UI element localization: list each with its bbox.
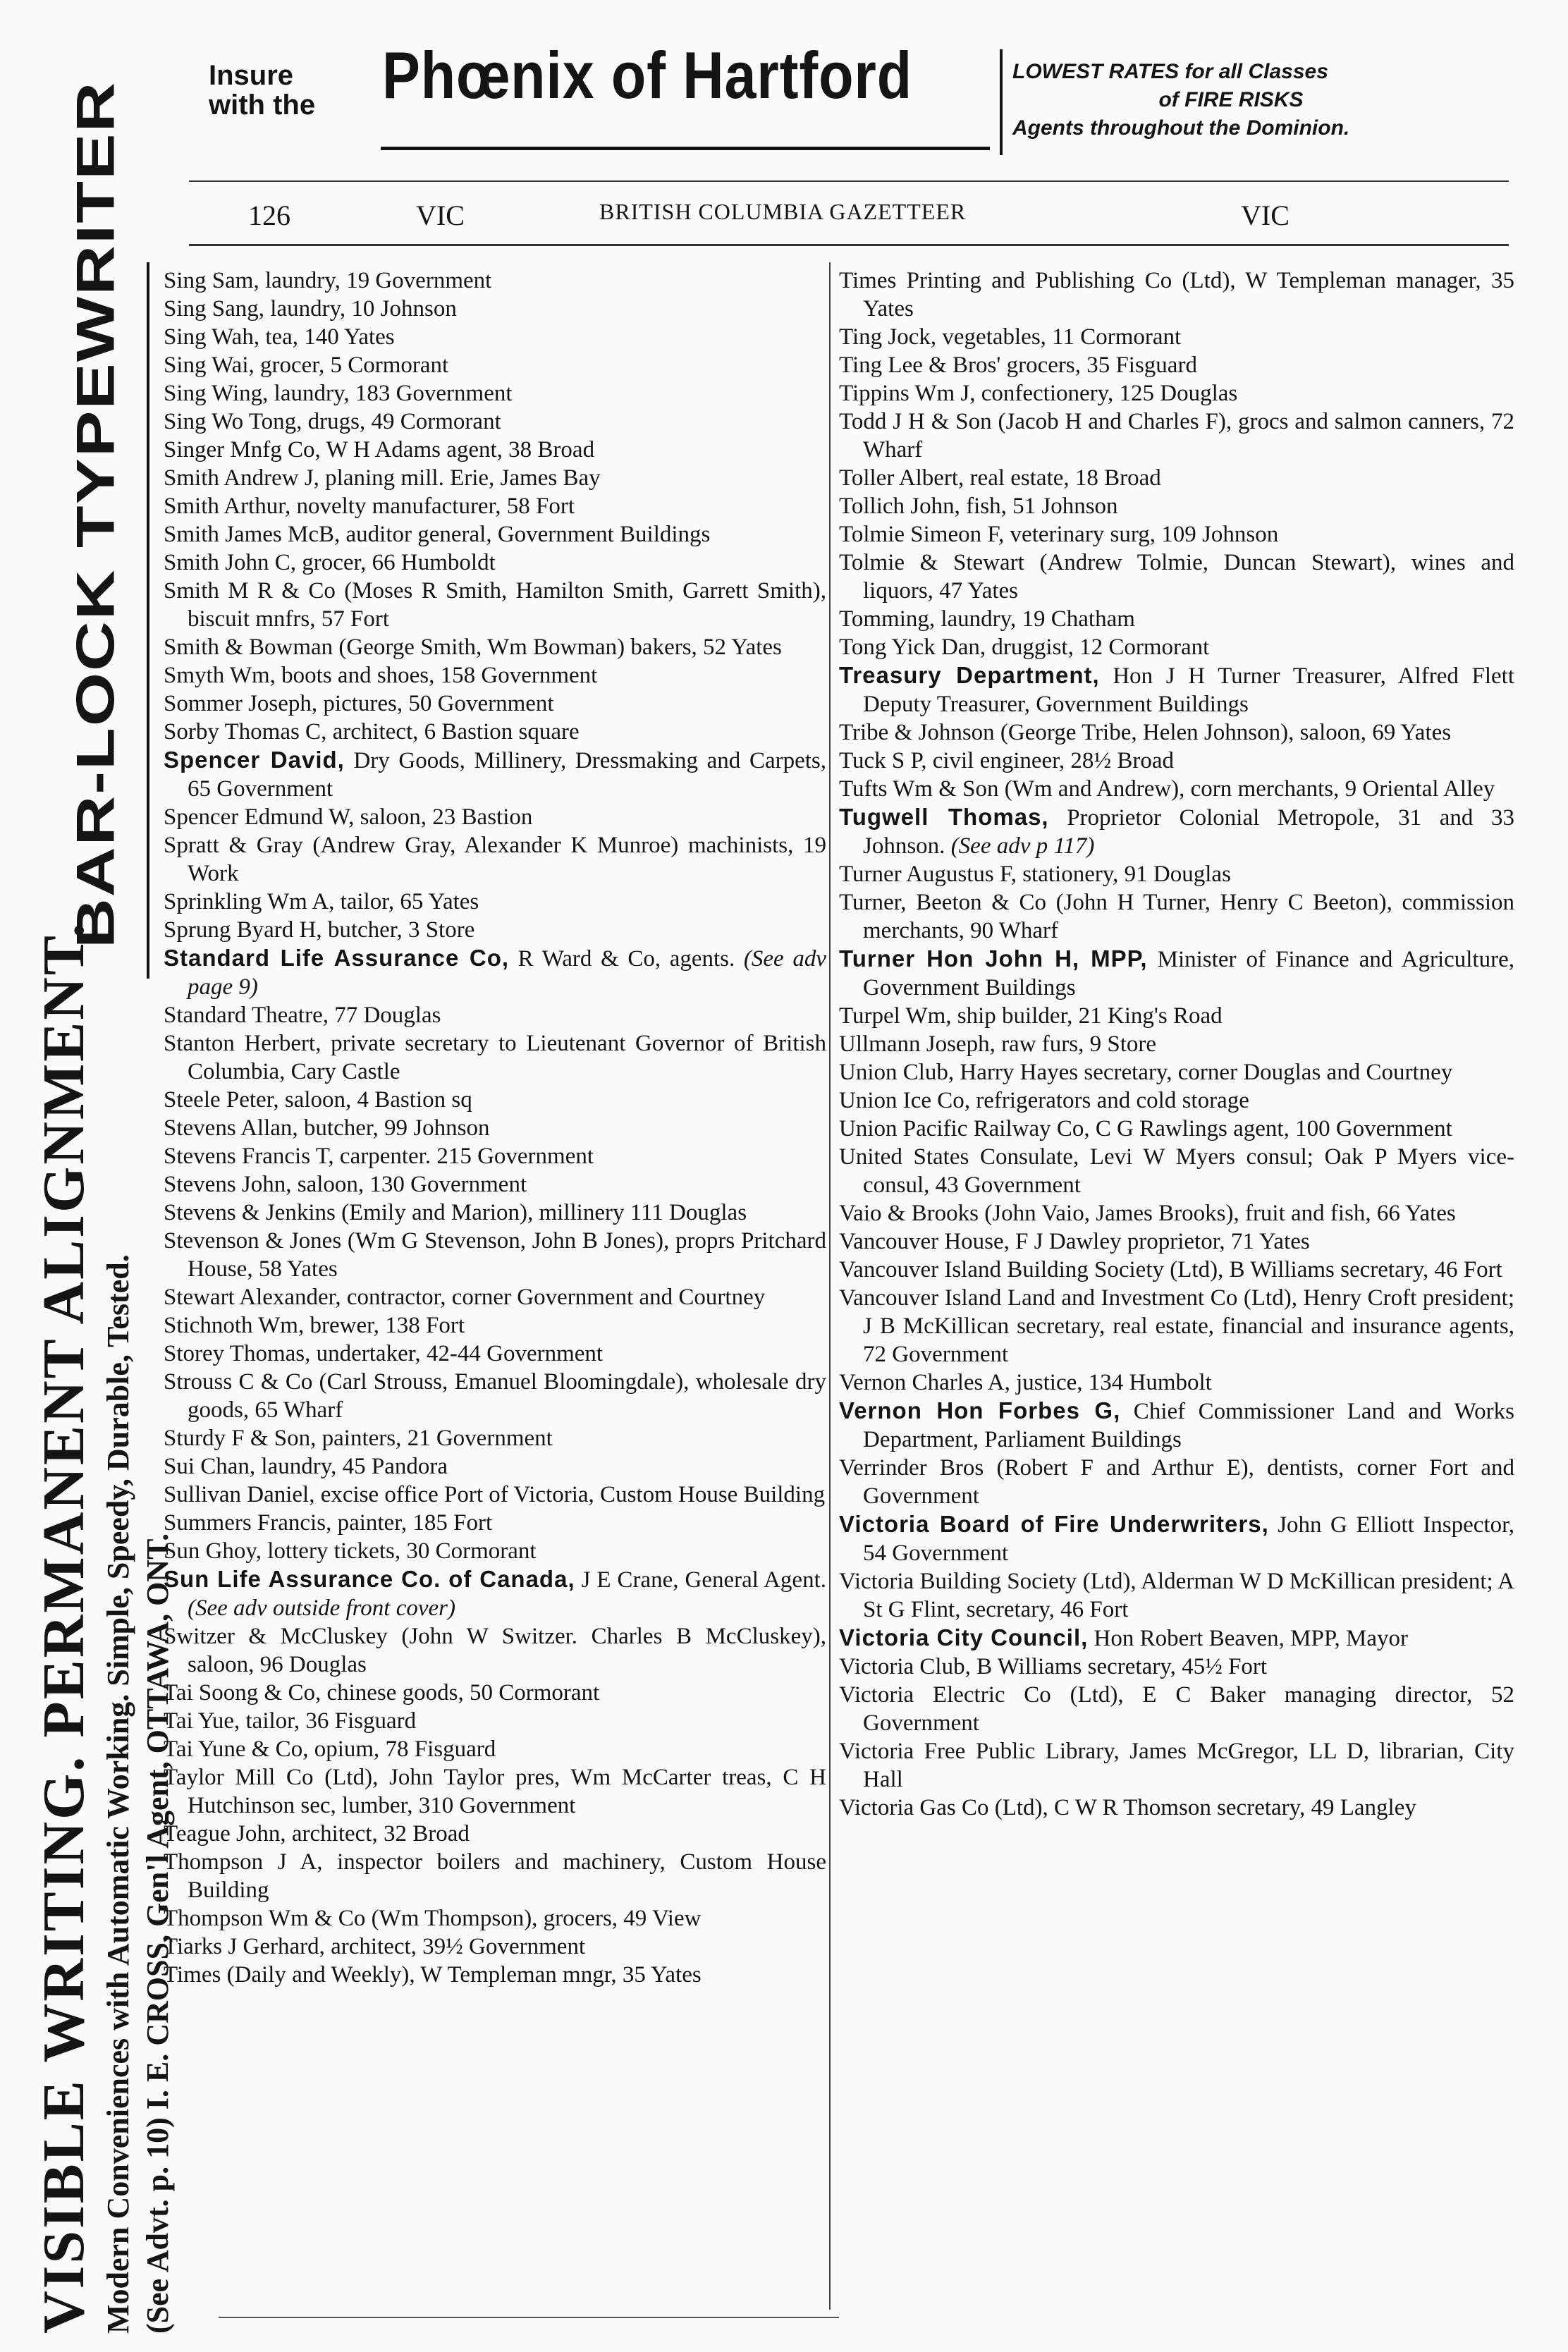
- directory-entry: [839, 351, 1514, 379]
- directory-entry: [839, 492, 1514, 520]
- entry-text: Spencer Edmund W, saloon, 23 Bastion: [164, 804, 533, 830]
- directory-entry: [164, 1565, 826, 1622]
- directory-entry: [164, 1622, 826, 1679]
- directory-entry: [164, 1763, 826, 1820]
- directory-entry: [164, 1537, 826, 1565]
- directory-entry: [839, 549, 1514, 605]
- entry-text: Stevenson & Jones (Wm G Stevenson, John B Jones), proprs Pritchard House, 58 Yates: [164, 1228, 826, 1282]
- directory-entry: [839, 267, 1514, 323]
- entry-text: Victoria Gas Co (Ltd), C W R Thomson secretary, 49 Langley: [839, 1795, 1416, 1820]
- entry-text: Taylor Mill Co (Ltd), John Taylor pres, Wm McCarter treas, C H Hutchinson sec, lumber, 310 Government: [164, 1765, 826, 1818]
- directory-entry: [164, 718, 826, 746]
- entry-text: Times (Daily and Weekly), W Templeman mngr, 35 Yates: [164, 1962, 702, 1987]
- directory-entry: [839, 1737, 1514, 1794]
- entry-text: Storey Thomas, undertaker, 42-44 Government: [164, 1341, 604, 1366]
- directory-entry: [164, 1142, 826, 1170]
- directory-entry: [164, 1311, 826, 1340]
- directory-entry: [164, 888, 826, 916]
- directory-entry: [839, 1143, 1514, 1199]
- entry-text: Singer Mnfg Co, W H Adams agent, 38 Broad: [164, 437, 595, 463]
- directory-entry: [839, 1002, 1514, 1030]
- directory-entry: [839, 520, 1514, 549]
- entry-text: Hon Robert Beaven, MPP, Mayor: [1088, 1626, 1409, 1651]
- bar-lock-typewriter-advert: BAR-LOCK TYPEWRITER: [65, 80, 125, 948]
- entry-text: Turner, Beeton & Co (John H Turner, Henry C Beeton), commission merchants, 90 Wharf: [839, 890, 1514, 943]
- entry-text: Tufts Wm & Son (Wm and Andrew), corn merchants, 9 Oriental Alley: [839, 776, 1495, 802]
- directory-entry: [164, 1283, 826, 1311]
- directory-entry: [164, 1029, 826, 1086]
- entry-text: Toller Albert, real estate, 18 Broad: [839, 465, 1161, 491]
- entry-text: Sprung Byard H, butcher, 3 Store: [164, 917, 475, 943]
- directory-entry: [164, 267, 826, 295]
- entry-text: Sun Ghoy, lottery tickets, 30 Cormorant: [164, 1538, 537, 1564]
- entry-text: Sommer Joseph, pictures, 50 Government: [164, 691, 554, 716]
- entry-text: Verrinder Bros (Robert F and Arthur E), dentists, corner Fort and Government: [839, 1455, 1514, 1509]
- entry-text: Smith M R & Co (Moses R Smith, Hamilton Smith, Garrett Smith), biscuit mnfrs, 57 Fort: [164, 578, 826, 632]
- directory-entry: [839, 803, 1514, 860]
- directory-entry: [164, 1170, 826, 1199]
- entry-text: Vancouver House, F J Dawley proprietor, 71 Yates: [839, 1229, 1310, 1254]
- entry-text: Smith Andrew J, planing mill. Erie, James Bay: [164, 465, 601, 491]
- directory-entry: [839, 1256, 1514, 1284]
- entry-reference: (See adv p 117): [950, 833, 1095, 859]
- directory-entry: [839, 1086, 1514, 1115]
- right-directory-column: [839, 267, 1514, 2311]
- entry-text: Sprinkling Wm A, tailor, 65 Yates: [164, 889, 479, 914]
- entry-text: Union Ice Co, refrigerators and cold storage: [839, 1088, 1249, 1113]
- entry-text: Tuck S P, civil engineer, 28½ Broad: [839, 748, 1175, 773]
- running-header: [189, 192, 1509, 241]
- insure-line-1: Insure: [209, 60, 294, 91]
- directory-entry: [839, 633, 1514, 661]
- entry-text: Steele Peter, saloon, 4 Bastion sq: [164, 1087, 472, 1113]
- entry-text: Tippins Wm J, confectionery, 125 Douglas: [839, 381, 1238, 406]
- entry-text: Sorby Thomas C, architect, 6 Bastion square: [164, 719, 580, 745]
- directory-entry: [839, 1284, 1514, 1368]
- directory-entry: [164, 295, 826, 323]
- directory-entry: [164, 661, 826, 690]
- directory-entry: [164, 831, 826, 888]
- entry-text: Turpel Wm, ship builder, 21 King's Road: [839, 1003, 1223, 1029]
- directory-entry: [164, 746, 826, 803]
- entry-text: Smith & Bowman (George Smith, Wm Bowman) bakers, 52 Yates: [164, 635, 782, 660]
- rates-line-1: LOWEST RATES for all Classes: [1012, 60, 1328, 83]
- entry-text: Stewart Alexander, contractor, corner Government and Courtney: [164, 1285, 766, 1310]
- entry-text: Standard Theatre, 77 Douglas: [164, 1003, 441, 1028]
- directory-entry: [164, 1368, 826, 1424]
- bar-lock-divider: [147, 262, 149, 979]
- entry-text: Tolmie Simeon F, veterinary surg, 109 Johnson: [839, 522, 1279, 547]
- directory-entry: [839, 718, 1514, 747]
- directory-entry: [839, 1115, 1514, 1143]
- directory-entry: [164, 323, 826, 351]
- header-rule-bottom: [189, 244, 1509, 246]
- header-left-key: VIC: [416, 200, 465, 231]
- directory-entry: [164, 1086, 826, 1114]
- phoenix-brand-title: Phœnix of Hartford: [382, 38, 912, 112]
- entry-heading: Sun Life Assurance Co. of Canada,: [164, 1566, 575, 1592]
- page-number: 126: [248, 200, 290, 231]
- directory-entry: [164, 1199, 826, 1227]
- entry-text: John G Elliott Inspector, 54 Government: [863, 1512, 1514, 1566]
- entry-text: Stanton Herbert, private secretary to Lieutenant Governor of British Columbia, Cary Castle: [164, 1031, 826, 1084]
- directory-entry: [164, 1424, 826, 1452]
- entry-text: Todd J H & Son (Jacob H and Charles F), grocs and salmon canners, 72 Wharf: [839, 409, 1514, 463]
- entry-text: Chief Commissioner Land and Works Department, Parliament Buildings: [863, 1399, 1515, 1452]
- entry-text: Union Club, Harry Hayes secretary, corner Douglas and Courtney: [839, 1060, 1453, 1085]
- entry-text: Tribe & Johnson (George Tribe, Helen Johnson), saloon, 69 Yates: [839, 720, 1452, 745]
- directory-entry: [839, 1653, 1514, 1681]
- entry-text: Strouss C & Co (Carl Strouss, Emanuel Bloomingdale), wholesale dry goods, 65 Wharf: [164, 1369, 826, 1423]
- entry-text: Vancouver Island Building Society (Ltd), B Williams secretary, 46 Fort: [839, 1257, 1502, 1282]
- directory-entry: [839, 1567, 1514, 1624]
- entry-text: Sing Wing, laundry, 183 Government: [164, 381, 513, 406]
- entry-text: Vaio & Brooks (John Vaio, James Brooks), fruit and fish, 66 Yates: [839, 1201, 1456, 1226]
- insure-line-2: with the: [209, 90, 316, 121]
- directory-entry: [839, 464, 1514, 492]
- directory-entry: [164, 1707, 826, 1735]
- entry-text: United States Consulate, Levi W Myers consul; Oak P Myers vice-consul, 43 Government: [839, 1144, 1514, 1198]
- directory-entry: [839, 888, 1514, 945]
- directory-entry: [839, 661, 1514, 718]
- directory-entry: [164, 464, 826, 492]
- entry-text: Victoria Electric Co (Ltd), E C Baker managing director, 52 Government: [839, 1682, 1514, 1736]
- directory-entry: [164, 1961, 826, 1989]
- visible-writing-advert: VISIBLE WRITING. PERMANENT ALIGNMENT.: [31, 921, 97, 2334]
- directory-entry: [839, 1397, 1514, 1454]
- entry-text: Thompson J A, inspector boilers and machinery, Custom House Building: [164, 1849, 826, 1903]
- directory-entry: [164, 520, 826, 549]
- directory-entry: [164, 1820, 826, 1848]
- entry-text: Spratt & Gray (Andrew Gray, Alexander K Munroe) machinists, 19 Work: [164, 833, 826, 886]
- directory-entry: [839, 1454, 1514, 1510]
- entry-text: Tollich John, fish, 51 Johnson: [839, 494, 1118, 519]
- entry-text: Victoria Building Society (Ltd), Alderman W D McKillican president; A St G Flint, secretary, 46 Fort: [839, 1569, 1514, 1622]
- directory-entry: [164, 379, 826, 408]
- entry-heading: Victoria Board of Fire Underwriters,: [839, 1511, 1269, 1537]
- directory-entry: [164, 633, 826, 661]
- entry-heading: Turner Hon John H, MPP,: [839, 945, 1148, 972]
- entry-text: Stevens Francis T, carpenter. 215 Government: [164, 1144, 594, 1169]
- entry-text: Hon J H Turner Treasurer, Alfred Flett Deputy Treasurer, Government Buildings: [863, 663, 1514, 717]
- directory-entry: [839, 945, 1514, 1002]
- entry-heading: Standard Life Assurance Co,: [164, 945, 510, 971]
- entry-text: Times Printing and Publishing Co (Ltd), W Templeman manager, 35 Yates: [839, 268, 1514, 321]
- entry-text: Stevens John, saloon, 130 Government: [164, 1172, 527, 1197]
- entry-text: Stevens Allan, butcher, 99 Johnson: [164, 1115, 490, 1141]
- entry-text: Teague John, architect, 32 Broad: [164, 1821, 470, 1846]
- header-rule-top: [189, 180, 1509, 182]
- directory-entry: [839, 775, 1514, 803]
- cross-agent-advert: (See Advt. p. 10) I. E. CROSS, Gen'l Agent, OTTAWA, ONT.: [140, 1533, 175, 2334]
- directory-entry: [164, 1340, 826, 1368]
- entry-text: Ullmann Joseph, raw furs, 9 Store: [839, 1031, 1157, 1057]
- rates-line-3: Agents throughout the Dominion.: [1012, 116, 1350, 140]
- directory-entry: [164, 1933, 826, 1961]
- entry-text: Stichnoth Wm, brewer, 138 Fort: [164, 1313, 465, 1338]
- directory-entry: [164, 408, 826, 436]
- directory-entry: [164, 1227, 826, 1283]
- entry-text: Union Pacific Railway Co, C G Rawlings agent, 100 Government: [839, 1116, 1452, 1141]
- advert-divider: [1000, 49, 1003, 155]
- directory-entry: [839, 379, 1514, 408]
- directory-entry: [164, 1904, 826, 1933]
- entry-text: Smyth Wm, boots and shoes, 158 Government: [164, 663, 598, 688]
- entry-text: Tomming, laundry, 19 Chatham: [839, 606, 1135, 632]
- directory-entry: [164, 1452, 826, 1481]
- entry-text: Tai Yue, tailor, 36 Fisguard: [164, 1708, 417, 1734]
- entry-text: Switzer & McCluskey (John W Switzer. Charles B McCluskey), saloon, 96 Douglas: [164, 1624, 826, 1677]
- directory-entry: [164, 351, 826, 379]
- entry-text: Sullivan Daniel, excise office Port of Victoria, Custom House Building: [164, 1482, 826, 1507]
- entry-text: Vernon Charles A, justice, 134 Humbolt: [839, 1370, 1212, 1395]
- entry-text: Tai Soong & Co, chinese goods, 50 Cormorant: [164, 1680, 600, 1705]
- entry-text: Sing Wai, grocer, 5 Cormorant: [164, 353, 449, 378]
- entry-text: Smith Arthur, novelty manufacturer, 58 Fort: [164, 494, 575, 519]
- directory-entry: [164, 1001, 826, 1029]
- entry-text: Victoria Club, B Williams secretary, 45½ Fort: [839, 1654, 1268, 1679]
- entry-text: Smith James McB, auditor general, Government Buildings: [164, 522, 711, 547]
- entry-text: J E Crane, General Agent.: [575, 1567, 826, 1593]
- directory-entry: [839, 605, 1514, 633]
- entry-text: Minister of Finance and Agriculture, Government Buildings: [863, 947, 1514, 1000]
- directory-entry: [839, 1227, 1514, 1256]
- directory-entry: [164, 1114, 826, 1142]
- directory-entry: [164, 436, 826, 464]
- entry-text: Stevens & Jenkins (Emily and Marion), millinery 111 Douglas: [164, 1200, 747, 1225]
- entry-heading: Spencer David,: [164, 747, 345, 773]
- entry-text: Ting Jock, vegetables, 11 Cormorant: [839, 324, 1182, 350]
- directory-entry: [164, 549, 826, 577]
- brand-underline: [381, 147, 990, 150]
- entry-text: Tolmie & Stewart (Andrew Tolmie, Duncan Stewart), wines and liquors, 47 Yates: [839, 550, 1514, 604]
- directory-entry: [839, 1681, 1514, 1737]
- modern-conveniences-advert: Modern Conveniences with Automatic Working. Simple, Speedy, Durable, Tested.: [101, 1254, 135, 2334]
- entry-heading: Treasury Department,: [839, 662, 1100, 688]
- entry-text: Sing Wo Tong, drugs, 49 Cormorant: [164, 409, 501, 434]
- directory-entry: [839, 747, 1514, 775]
- page-title: BRITISH COLUMBIA GAZETTEER: [599, 199, 967, 224]
- entry-heading: Vernon Hon Forbes G,: [839, 1397, 1121, 1423]
- directory-entry: [164, 1509, 826, 1537]
- directory-entry: [839, 1030, 1514, 1058]
- directory-entry: [839, 1624, 1514, 1653]
- directory-entry: [164, 492, 826, 520]
- directory-entry: [839, 1058, 1514, 1086]
- entry-text: Vancouver Island Land and Investment Co (Ltd), Henry Croft president; J B McKillican secretary, real estate, financial and insurance agents, 72 Government: [839, 1285, 1514, 1367]
- header-right-key: VIC: [1241, 200, 1290, 231]
- entry-heading: Victoria City Council,: [839, 1624, 1089, 1650]
- column-divider: [829, 262, 831, 2310]
- directory-entry: [164, 944, 826, 1001]
- directory-entry: [839, 860, 1514, 888]
- entry-text: Sturdy F & Son, painters, 21 Government: [164, 1426, 553, 1451]
- directory-entry: [164, 1735, 826, 1763]
- rates-advert: [1012, 58, 1548, 142]
- entry-text: Tong Yick Dan, druggist, 12 Cormorant: [839, 635, 1210, 660]
- insure-advert-label: [209, 61, 315, 120]
- entry-text: Victoria Free Public Library, James McGregor, LL D, librarian, City Hall: [839, 1739, 1514, 1792]
- entry-text: Thompson Wm & Co (Wm Thompson), grocers, 49 View: [164, 1906, 702, 1931]
- directory-entry: [164, 803, 826, 831]
- left-directory-column: [164, 267, 826, 2311]
- entry-text: Dry Goods, Millinery, Dressmaking and Carpets, 65 Government: [188, 748, 827, 802]
- entry-reference: (See adv outside front cover): [188, 1595, 455, 1621]
- directory-entry: [839, 1199, 1514, 1227]
- entry-text: Sing Sam, laundry, 19 Government: [164, 268, 492, 293]
- directory-entry: [839, 408, 1514, 464]
- entry-text: Smith John C, grocer, 66 Humboldt: [164, 550, 496, 575]
- entry-text: Summers Francis, painter, 185 Fort: [164, 1510, 493, 1536]
- directory-entry: [164, 916, 826, 944]
- rates-line-2: of FIRE RISKS: [1158, 88, 1304, 111]
- directory-entry: [164, 1679, 826, 1707]
- entry-text: Tiarks J Gerhard, architect, 39½ Government: [164, 1934, 586, 1959]
- entry-text: Sing Wah, tea, 140 Yates: [164, 324, 395, 350]
- directory-entry: [839, 1510, 1514, 1567]
- entry-reference: (See adv page 9): [188, 946, 826, 1000]
- entry-text: Turner Augustus F, stationery, 91 Douglas: [839, 862, 1231, 887]
- entry-text: Ting Lee & Bros' grocers, 35 Fisguard: [839, 353, 1197, 378]
- directory-entry: [839, 1368, 1514, 1397]
- entry-text: Tai Yune & Co, opium, 78 Fisguard: [164, 1737, 496, 1762]
- directory-entry: [164, 1481, 826, 1509]
- entry-heading: Tugwell Thomas,: [839, 804, 1049, 830]
- entry-text: Sui Chan, laundry, 45 Pandora: [164, 1454, 448, 1479]
- bottom-rule: [219, 2317, 839, 2318]
- directory-entry: [164, 577, 826, 633]
- directory-entry: [164, 690, 826, 718]
- directory-entry: [839, 1794, 1514, 1822]
- directory-entry: [839, 323, 1514, 351]
- entry-text: Sing Sang, laundry, 10 Johnson: [164, 296, 457, 321]
- directory-entry: [164, 1848, 826, 1904]
- entry-text: R Ward & Co, agents.: [509, 946, 744, 972]
- entry-text: Proprietor Colonial Metropole, 31 and 33 Johnson.: [863, 805, 1514, 859]
